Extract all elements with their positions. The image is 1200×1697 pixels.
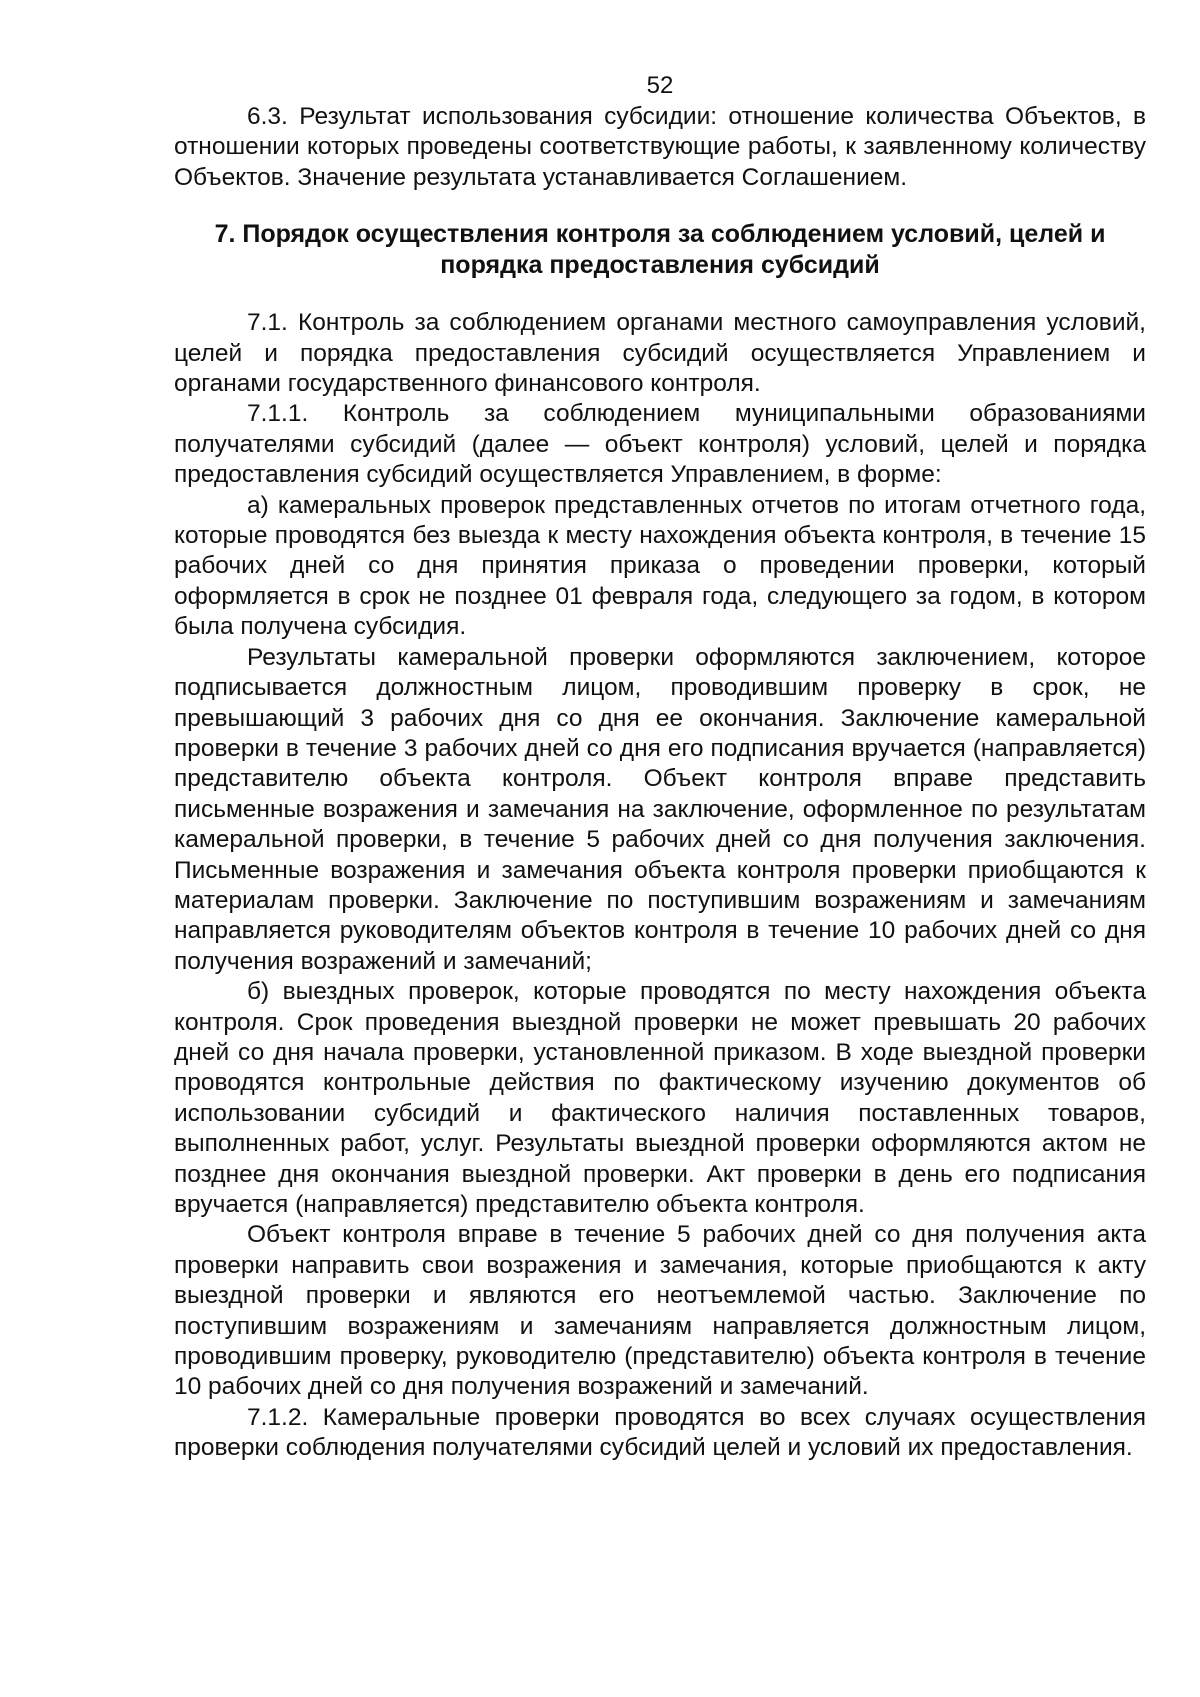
paragraph-7-1: 7.1. Контроль за соблюдением органами местного самоуправления условий, целей и порядка предоставления субсидий осуществляется Управлением и органами государственного финансового контроля. xyxy=(174,309,1146,398)
page-number: 52 xyxy=(646,72,674,99)
document-page xyxy=(174,72,1146,1464)
section-heading: 7. Порядок осуществления контроля за соблюдением условий, целей и порядка предоставления субсидий xyxy=(214,220,1106,280)
paragraph-6-3: 6.3. Результат использования субсидии: отношение количества Объектов, в отношении которых проведены соответствующие работы, к заявленному количеству Объектов. Значение результата устанавливается Соглашением. xyxy=(174,103,1146,191)
paragraph-desk-audit-results: Результаты камеральной проверки оформляются заключением, которое подписывается должностным лицом, проводившим проверку в срок, не превышающий 3 рабочих дня со дня ее окончания. Заключение камеральной проверки в течение 3 рабочих дней со дня его подписания вручается (направляется) представителю объекта контроля. Объект контроля вправе представить письменные возражения и замечания на заключение, оформленное по результатам камеральной проверки, в течение 5 рабочих дней со дня получения заключения. Письменные возражения и замечания объекта контроля проверки приобщаются к материалам проверки. Заключение по поступившим возражениям и замечаниям направляется руководителям объектов контроля в течение 10 рабочих дней со дня получения возражений и замечаний; xyxy=(174,643,1146,975)
paragraph-item-b: б) выездных проверок, которые проводятся по месту нахождения объекта контроля. Срок проведения выездной проверки не может превышать 20 рабочих дней со дня начала проверки, установленной приказом. В ходе выездной проверки проводятся контрольные действия по фактическому изучению документов об использовании субсидий и фактического наличия поставленных товаров, выполненных работ, услуг. Результаты выездной проверки оформляются актом не позднее дня окончания выездной проверки. Акт проверки в день его подписания вручается (направляется) представителю объекта контроля. xyxy=(174,978,1146,1218)
paragraph-field-audit-objections: Объект контроля вправе в течение 5 рабочих дней со дня получения акта проверки направить свои возражения и замечания, которые приобщаются к акту выездной проверки и являются его неотъемлемой частью. Заключение по поступившим возражениям и замечаниям направляется должностным лицом, проводившим проверку, руководителю (представителю) объекта контроля в течение 10 рабочих дней со дня получения возражений и замечаний. xyxy=(174,1221,1146,1401)
paragraph-item-a: а) камеральных проверок представленных отчетов по итогам отчетного года, которые проводятся без выезда к месту нахождения объекта контроля, в течение 15 рабочих дней со дня принятия приказа о проведении проверки, который оформляется в срок не позднее 01 февраля года, следующего за годом, в котором была получена субсидия. xyxy=(174,491,1146,641)
paragraph-7-1-2: 7.1.2. Камеральные проверки проводятся во всех случаях осуществления проверки соблюдения получателями субсидий целей и условий их предоставления. xyxy=(174,1403,1146,1462)
paragraph-7-1-1: 7.1.1. Контроль за соблюдением муниципальными образованиями получателями субсидий (далее — объект контроля) условий, целей и порядка предоставления субсидий осуществляется Управлением, в форме: xyxy=(174,400,1146,489)
